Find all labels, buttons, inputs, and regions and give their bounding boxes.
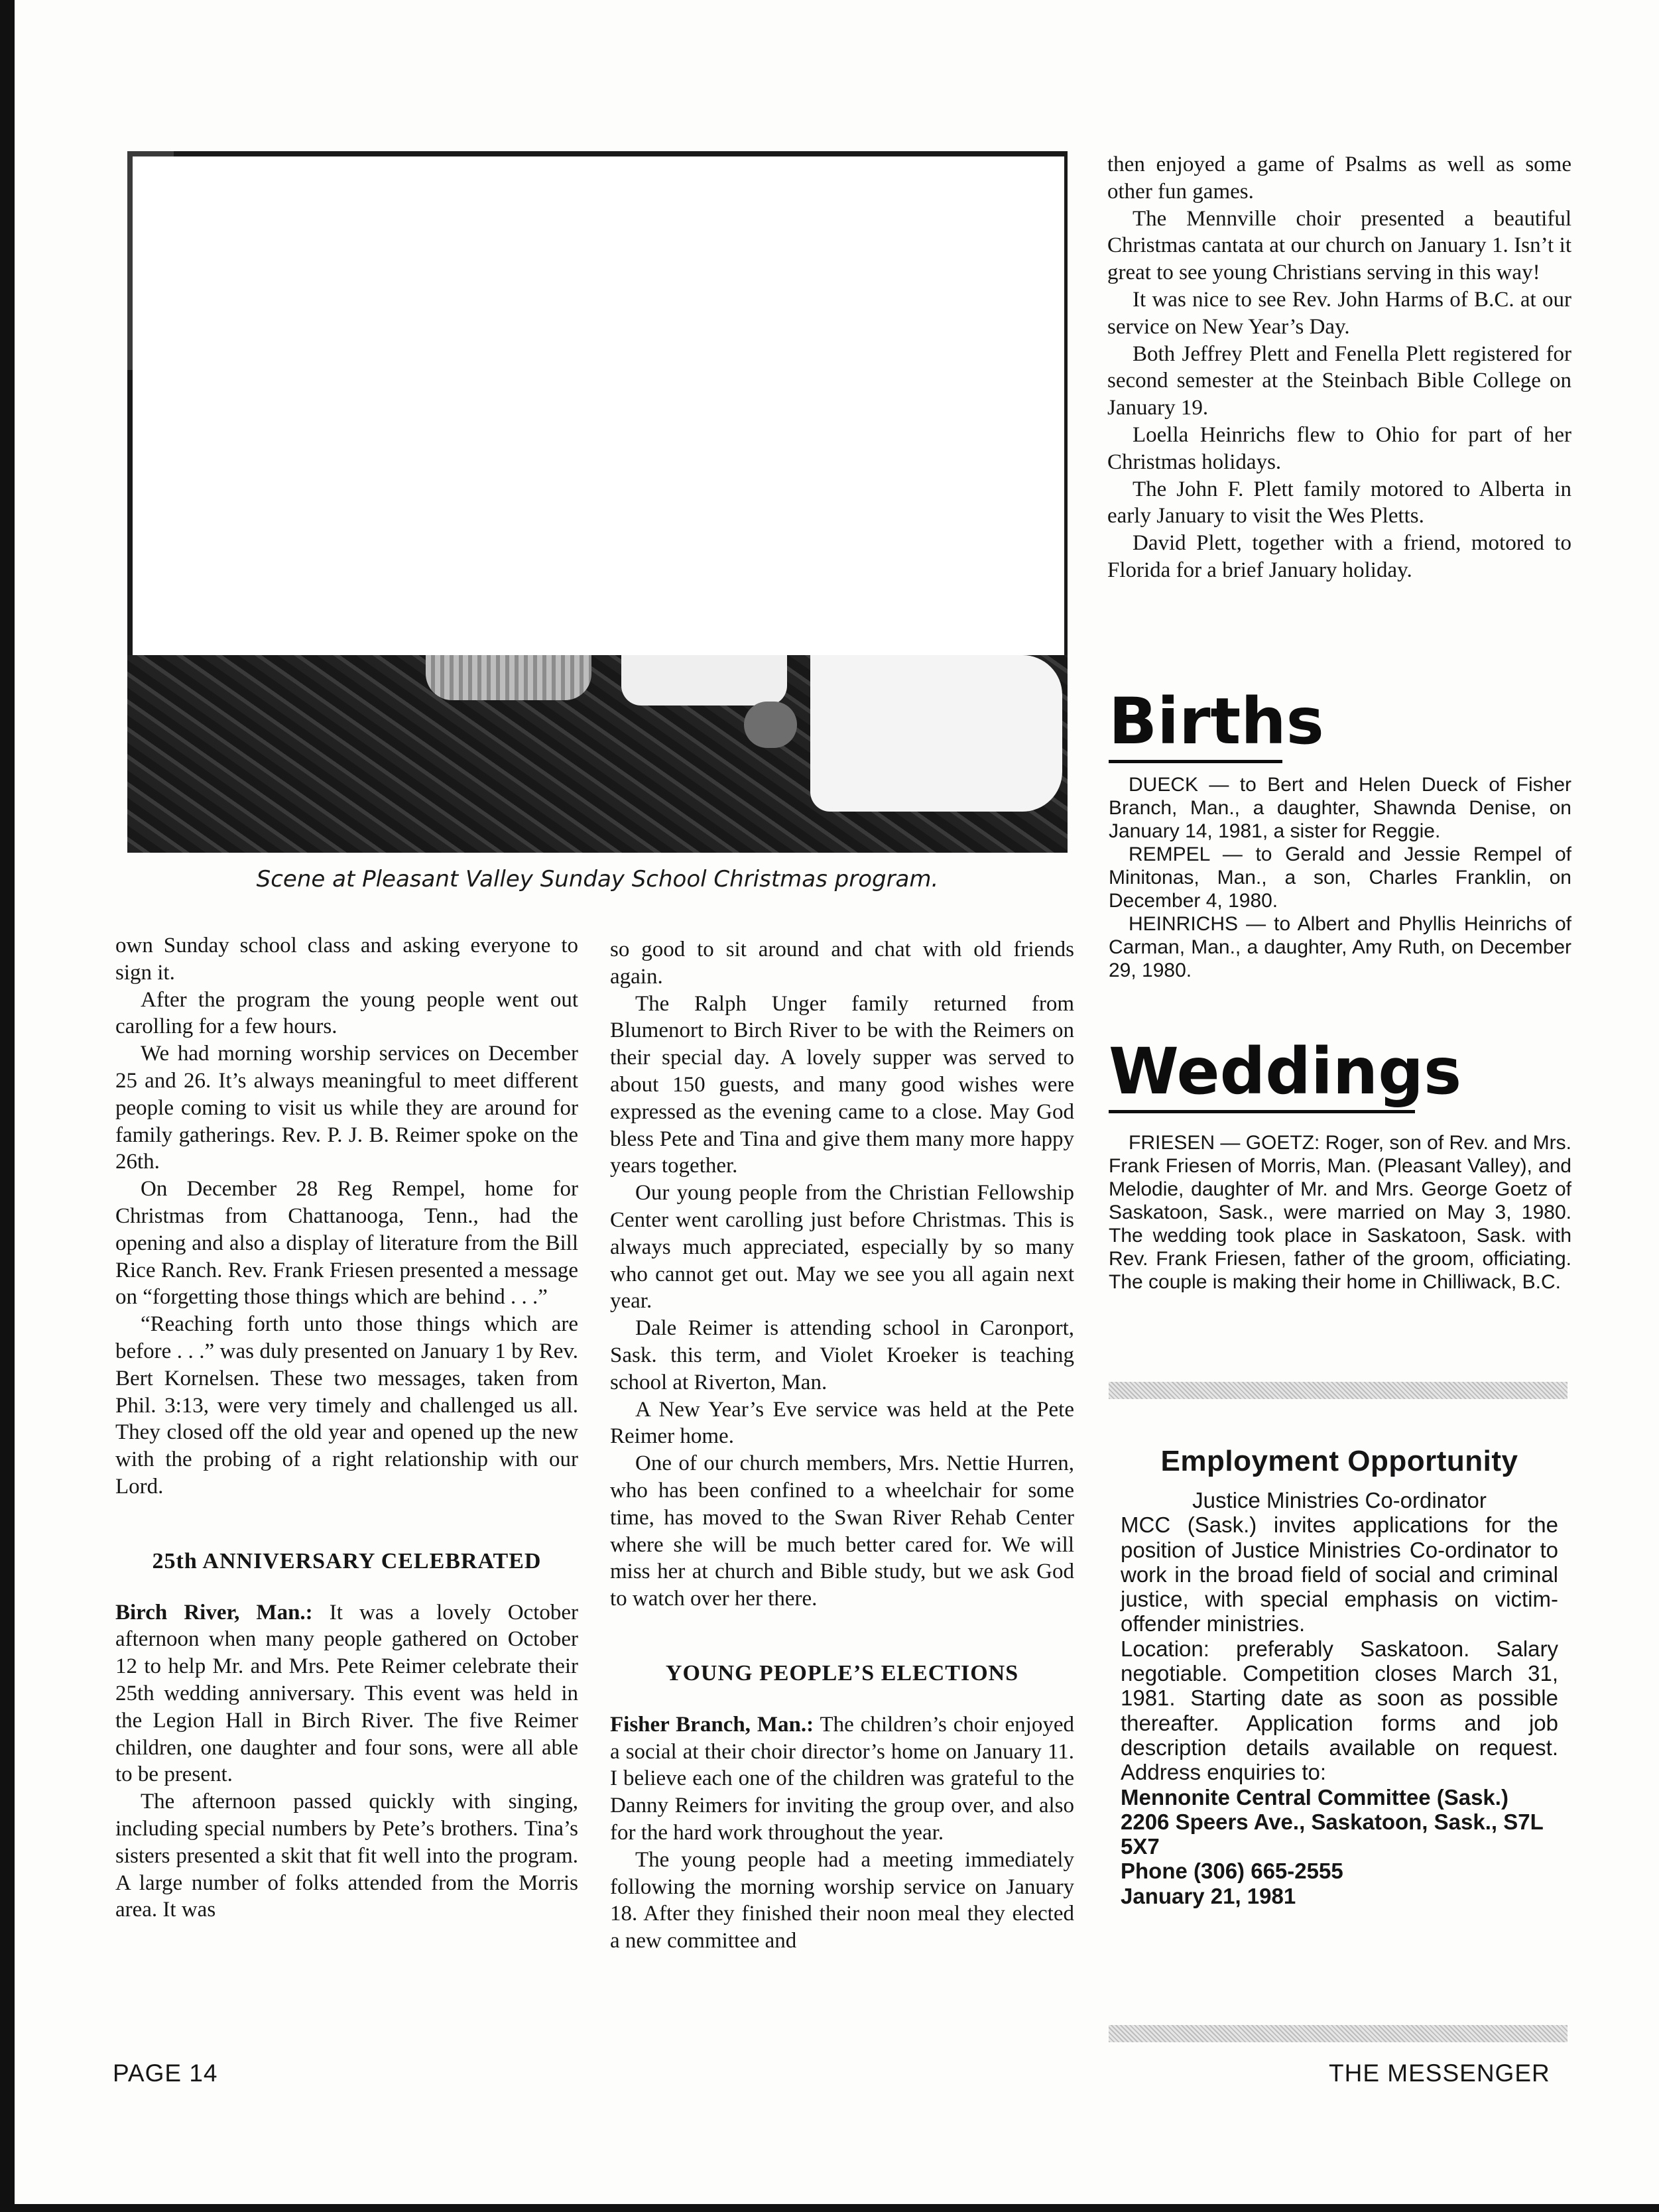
dateline: Birch River, Man.: bbox=[115, 1600, 313, 1625]
anniversary-heading: 25th ANNIVERSARY CELEBRATED bbox=[152, 1548, 542, 1573]
employment-org: Mennonite Central Committee (Sask.) bbox=[1121, 1784, 1508, 1810]
birth-entry: DUECK — to Bert and Helen Dueck of Fisher Branch, Man., a daughter, Shawnda Denise, on January 14, 1981, a sister for Reggie. bbox=[1109, 774, 1571, 842]
paragraph: then enjoyed a game of Psalms as well as some other fun games. bbox=[1107, 153, 1571, 204]
article-column-3 bbox=[1107, 151, 1571, 584]
page-number: PAGE 14 bbox=[113, 2059, 218, 2087]
paragraph: own Sunday school class and asking everyone to sign it. bbox=[115, 934, 578, 985]
employment-details: Location: preferably Saskatoon. Salary negotiable. Competition closes March 31, 1981. Starting date as soon as possible thereafter. Application forms and job description details available on request. Address enquiries to: bbox=[1121, 1636, 1558, 1785]
photo-redacted-area bbox=[133, 156, 1064, 660]
employment-body: MCC (Sask.) invites applications for the position of Justice Ministries Co-ordinator to work in the broad field of social and criminal justice, with special emphasis on victim-offender ministries. bbox=[1121, 1512, 1558, 1636]
elections-heading: YOUNG PEOPLE’S ELECTIONS bbox=[665, 1660, 1019, 1686]
employment-phone: Phone (306) 665-2555 bbox=[1121, 1859, 1343, 1884]
paragraph: Both Jeffrey Plett and Fenella Plett registered for second semester at the Steinbach Bible College on January 19. bbox=[1107, 341, 1571, 420]
paragraph: The young people had a meeting immediately following the morning worship service on January 18. After they finished their noon meal they elected a new committee and bbox=[610, 1847, 1074, 1953]
employment-date: January 21, 1981 bbox=[1121, 1883, 1296, 1908]
paragraph bbox=[115, 1599, 578, 1789]
paragraph: The John F. Plett family motored to Alberta in early January to visit the Wes Pletts. bbox=[1107, 477, 1571, 528]
paragraph: On December 28 Reg Rempel, home for Christmas from Chattanooga, Tenn., had the opening and also a display of literature from the Bill Rice Ranch. Rev. Frank Friesen presented a message on “forgetting those things which are behind . . .” bbox=[115, 1177, 578, 1310]
paragraph-text: It was a lovely October afternoon when many people gathered on October 12 to help Mr. and Mrs. Pete Reimer celebrate their 25th wedding anniversary. This event was held in the Legion Hall in Birch River. The five Reimer children, one daughter and four sons, were all able to be present. bbox=[115, 1600, 579, 1787]
employment-address: 2206 Speers Ave., Saskatoon, Sask., S7L 5X7 bbox=[1121, 1809, 1544, 1859]
publication-name: THE MESSENGER bbox=[1329, 2059, 1550, 2087]
photo-kneeling-figure bbox=[810, 655, 1062, 812]
employment-title: Employment Opportunity bbox=[1160, 1445, 1518, 1477]
weddings-list bbox=[1109, 1131, 1571, 1294]
article-column-1 bbox=[115, 932, 578, 1924]
paragraph: A New Year’s Eve service was held at the Pete Reimer home. bbox=[610, 1397, 1074, 1449]
divider-rule bbox=[1109, 2025, 1567, 2042]
paragraph: “Reaching forth unto those things which are before . . .” was duly presented on January 1 by Rev. Bert Kornelsen. These two messages, taken from Phil. 3:13, were very timely and challenged us all. They closed off the old year and opened up the new with the probing of a right relationship with our Lord. bbox=[115, 1312, 578, 1499]
divider-rule bbox=[1109, 1382, 1567, 1399]
photo-basket bbox=[426, 655, 591, 700]
paragraph: The afternoon passed quickly with singing, including special numbers by Pete’s brothers. Tina’s sisters presented a skit that fit well into the program. A large number of folks attended from the Morris area. It was bbox=[115, 1790, 578, 1922]
employment-position: Justice Ministries Co-ordinator bbox=[1192, 1488, 1487, 1512]
paragraph: It was nice to see Rev. John Harms of B.C. at our service on New Year’s Day. bbox=[1107, 287, 1571, 339]
photo-hands bbox=[744, 702, 797, 748]
paragraph: The Ralph Unger family returned from Blumenort to Birch River to be with the Reimers on their special day. A lovely supper was served to about 150 guests, and many good wishes were expressed as the evening came to a close. May God bless Pete and Tina and give them many more happy years together. bbox=[610, 991, 1074, 1178]
photo-caption: Scene at Pleasant Valley Sunday School Christmas program. bbox=[256, 866, 939, 892]
paragraph: Loella Heinrichs flew to Ohio for part of her Christmas holidays. bbox=[1107, 422, 1571, 474]
employment-ad bbox=[1121, 1444, 1558, 1908]
birth-entry: HEINRICHS — to Albert and Phyllis Heinrichs of Carman, Man., a daughter, Amy Ruth, on December 29, 1980. bbox=[1109, 913, 1571, 981]
paragraph: so good to sit around and chat with old friends again. bbox=[610, 938, 1074, 989]
dateline: Fisher Branch, Man.: bbox=[610, 1712, 814, 1737]
photo-figure-robe bbox=[621, 655, 787, 706]
births-title: Births bbox=[1109, 684, 1324, 759]
weddings-underline bbox=[1109, 1110, 1415, 1113]
births-underline bbox=[1109, 760, 1282, 763]
paragraph: We had morning worship services on December 25 and 26. It’s always meaningful to meet different people coming to visit us while they are around for family gatherings. Rev. P. J. B. Reimer spoke on the 26th. bbox=[115, 1042, 578, 1174]
paragraph-text: The children’s choir enjoyed a social at their choir director’s home on January 11. I believe each one of the children was grateful to the Danny Reimers for inviting the group over, and also for the hard work throughout the year. bbox=[610, 1712, 1074, 1845]
paragraph: After the program the young people went out carolling for a few hours. bbox=[115, 987, 578, 1039]
births-list bbox=[1109, 773, 1571, 982]
paragraph: David Plett, together with a friend, motored to Florida for a brief January holiday. bbox=[1107, 531, 1571, 582]
page-edge-bottom bbox=[0, 2204, 1659, 2212]
paragraph: Our young people from the Christian Fellowship Center went carolling just before Christmas. This is always much appreciated, especially by so many who cannot get out. May we see you all again next year. bbox=[610, 1181, 1074, 1314]
christmas-program-photo bbox=[127, 151, 1068, 853]
paragraph: The Mennville choir presented a beautiful Christmas cantata at our church on January 1. Isn’t it great to see young Christians serving in this way! bbox=[1107, 206, 1571, 285]
paragraph bbox=[610, 1711, 1074, 1847]
wedding-entry: FRIESEN — GOETZ: Roger, son of Rev. and Mrs. Frank Friesen of Morris, Man. (Pleasant Valley), and Melodie, daughter of Mr. and Mrs. George Goetz of Saskatoon, Sask., were married on May 3, 1980. The wedding took place in Saskatoon, Sask. with Rev. Frank Friesen, father of the groom, officiating. The couple is making their home in Chilliwack, B.C. bbox=[1109, 1132, 1571, 1293]
paragraph: One of our church members, Mrs. Nettie Hurren, who has been confined to a wheelchair for some time, has moved to the Swan River Rehab Center where she will be much better cared for. We will miss her at church and Bible study, but we ask God to watch over her there. bbox=[610, 1451, 1074, 1611]
page-edge bbox=[0, 0, 15, 2212]
weddings-title: Weddings bbox=[1109, 1034, 1462, 1109]
article-column-2 bbox=[610, 936, 1074, 1955]
birth-entry: REMPEL — to Gerald and Jessie Rempel of Minitonas, Man., a son, Charles Franklin, on December 4, 1980. bbox=[1109, 843, 1571, 912]
paragraph: Dale Reimer is attending school in Caronport, Sask. this term, and Violet Kroeker is teaching school at Riverton, Man. bbox=[610, 1316, 1074, 1394]
